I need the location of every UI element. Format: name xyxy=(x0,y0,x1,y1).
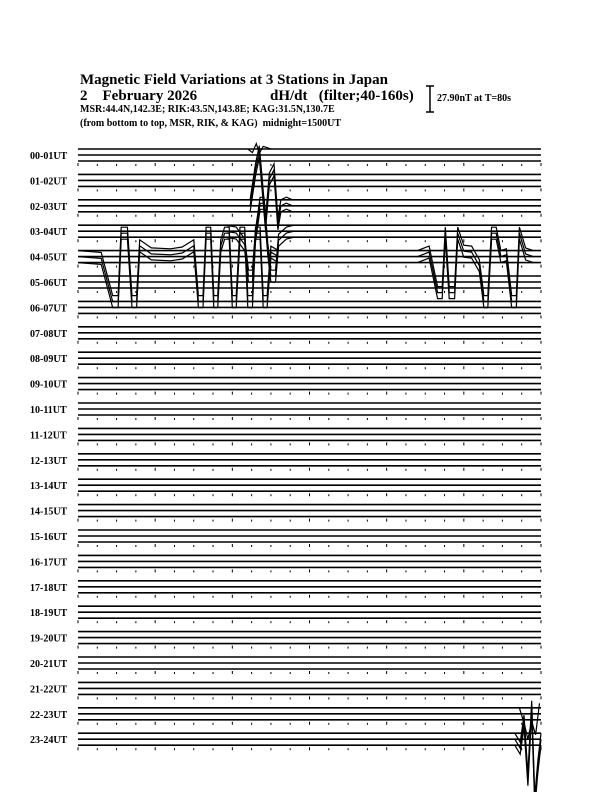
row-time-label: 12-13UT xyxy=(30,455,68,467)
hour-row xyxy=(30,352,541,369)
hour-row xyxy=(30,428,541,445)
row-time-label: 11-12UT xyxy=(30,430,67,442)
disturbance-trace-rik xyxy=(250,152,292,224)
row-time-label: 06-07UT xyxy=(30,303,68,315)
hour-row xyxy=(30,251,541,268)
hour-row xyxy=(30,555,541,572)
row-time-label: 16-17UT xyxy=(30,557,68,569)
hour-row xyxy=(30,708,541,725)
row-time-label: 19-20UT xyxy=(30,633,68,645)
date-label: 2 February 2026 xyxy=(80,88,198,104)
row-time-label: 18-19UT xyxy=(30,608,68,620)
hour-row xyxy=(30,301,541,318)
hour-row xyxy=(30,505,541,522)
row-time-label: 15-16UT xyxy=(30,532,68,543)
mode-label: dH/dt (filter;40-160s) xyxy=(270,88,414,104)
row-time-label: 00-01UT xyxy=(30,151,68,162)
hour-row xyxy=(30,149,541,166)
hour-row xyxy=(30,454,541,471)
hour-row xyxy=(30,403,541,420)
row-time-label: 04-05UT xyxy=(30,252,68,264)
hour-row xyxy=(30,174,541,191)
hour-row xyxy=(30,200,541,217)
row-time-label: 10-11UT xyxy=(30,405,67,416)
row-time-label: 09-10UT xyxy=(30,379,68,391)
hour-row xyxy=(30,581,541,598)
hour-row xyxy=(30,657,541,674)
hour-row xyxy=(30,733,541,750)
row-time-label: 03-04UT xyxy=(30,227,68,239)
scale-bar xyxy=(426,86,434,112)
hour-row xyxy=(30,327,541,344)
chart-title: Magnetic Field Variations at 3 Stations in Japan xyxy=(80,72,388,88)
row-time-label: 13-14UT xyxy=(30,481,68,493)
trace-order-note: (from bottom to top, MSR, RIK, & KAG) midnight=1500UT xyxy=(80,118,342,129)
row-time-label: 22-23UT xyxy=(30,709,68,721)
row-time-label: 23-24UT xyxy=(30,735,68,747)
disturbance-trace-msr xyxy=(225,209,295,282)
hour-row xyxy=(30,606,541,623)
row-time-label: 14-15UT xyxy=(30,506,68,518)
row-time-label: 20-21UT xyxy=(30,659,68,670)
hour-row xyxy=(30,632,541,649)
row-time-label: 02-03UT xyxy=(30,201,68,213)
row-time-label: 21-22UT xyxy=(30,684,68,696)
row-time-label: 17-18UT xyxy=(30,582,68,594)
hour-row xyxy=(30,479,541,496)
row-time-label: 05-06UT xyxy=(30,278,68,289)
hour-row xyxy=(30,378,541,395)
scale-bar-label: 27.90nT at T=80s xyxy=(437,93,511,104)
row-time-label: 08-09UT xyxy=(30,354,68,366)
row-time-label: 07-08UT xyxy=(30,328,68,340)
hour-row xyxy=(30,530,541,547)
hour-row xyxy=(30,682,541,699)
row-time-label: 01-02UT xyxy=(30,176,68,188)
station-coordinates: MSR:44.4N,142.3E; RIK:43.5N,143.8E; KAG:31.5N,130.7E xyxy=(80,104,335,115)
